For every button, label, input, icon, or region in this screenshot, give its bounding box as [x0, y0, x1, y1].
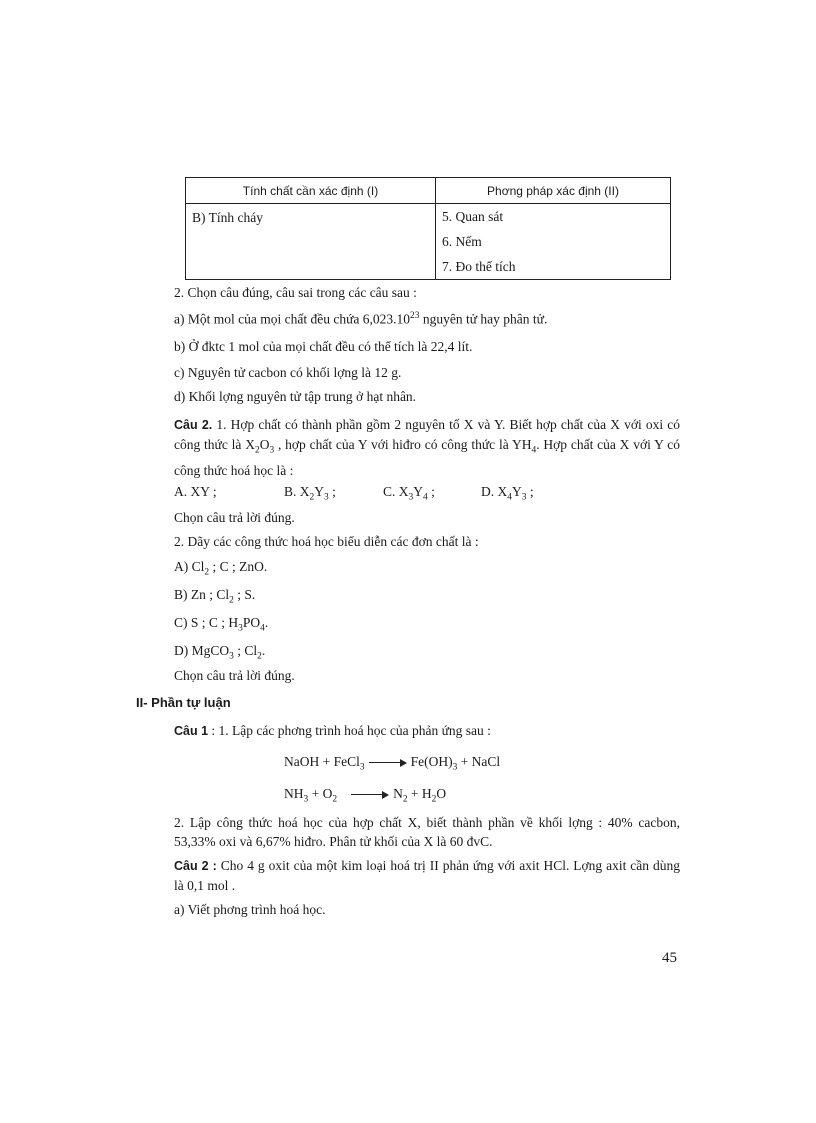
- reaction-arrow-icon: [351, 791, 389, 799]
- subscript: 3: [452, 762, 458, 773]
- reaction-arrow-icon: [369, 759, 407, 767]
- essay-q2: [174, 856, 680, 895]
- choose-instruction-2: Chọn câu trả lời đúng.: [174, 668, 295, 683]
- essay-q2-text: Cho 4 g oxit của một kim loại hoá trị II phản ứng với axit HCl. Lợng axit cần dùng là 0,1 mol .: [174, 858, 680, 893]
- statement-c: c) Nguyên tử cacbon có khối lợng là 12 g.: [174, 365, 402, 380]
- method-item: 5. Quan sát: [442, 209, 504, 224]
- opt-text: C. X: [383, 484, 409, 499]
- table-header-row: [186, 178, 671, 204]
- statement-b: b) Ở đktc 1 mol của mọi chất đều có thể tích là 22,4 lít.: [174, 339, 473, 354]
- q2-text: . Hợp chất của X với Y có công thức hoá học là :: [174, 437, 680, 478]
- subscript: 3: [521, 492, 527, 503]
- choice-text: ; C ; ZnO.: [209, 559, 268, 574]
- option-a: A. XY ;: [174, 484, 217, 499]
- choice-A: [174, 559, 267, 578]
- essay-q1-intro: [174, 723, 491, 739]
- choice-text: .: [261, 643, 266, 658]
- eq-text: + O: [308, 786, 333, 801]
- table-header-col1: Tính chất cần xác định (I): [186, 178, 436, 204]
- subscript: 4: [260, 623, 265, 634]
- subscript: 3: [408, 492, 414, 503]
- essay-q1-text: : 1. Lập các phơng trình hoá học của phản ứng sau :: [208, 723, 491, 738]
- subscript: 2: [229, 595, 234, 606]
- subscript: 2: [402, 794, 408, 805]
- choice-C: [174, 615, 268, 634]
- statement-a-end: nguyên tử hay phân tử.: [419, 311, 548, 327]
- subscript: 3: [269, 445, 275, 456]
- opt-text: Y: [314, 484, 324, 499]
- choice-text: C) S ; C ; H: [174, 615, 239, 630]
- subscript: 3: [229, 651, 234, 662]
- choice-text: D) MgCO: [174, 643, 230, 658]
- choice-text: ; S.: [233, 587, 256, 602]
- eq-text: N: [393, 786, 403, 801]
- page-number: 45: [662, 950, 677, 966]
- equation-1: [284, 754, 500, 773]
- opt-text: Y: [413, 484, 423, 499]
- eq-text: NH: [284, 786, 304, 801]
- essay-q2-a: a) Viết phơng trình hoá học.: [174, 902, 326, 917]
- q2-text: O: [259, 437, 270, 452]
- subscript: 3: [303, 794, 309, 805]
- statement-a-text: a) Một mol của mọi chất đều chứa 6,023.10: [174, 311, 411, 327]
- subscript: 2: [204, 567, 210, 578]
- subscript: 2: [257, 651, 262, 662]
- q2-part2-intro: 2. Dãy các công thức hoá học biểu diễn các đơn chất là :: [174, 534, 479, 549]
- opt-text: Y: [511, 484, 522, 499]
- properties-table: [185, 177, 671, 280]
- choice-D: [174, 643, 265, 662]
- option-b: [284, 484, 336, 503]
- subscript: 2: [332, 794, 338, 805]
- choice-text: PO: [242, 615, 261, 630]
- method-item: 7. Đo thể tích: [442, 259, 516, 274]
- choice-text: A) Cl: [174, 559, 205, 574]
- exponent: 23: [410, 311, 420, 321]
- subscript: 4: [422, 492, 428, 503]
- table-header-col2: Phơng pháp xác định (II): [436, 178, 671, 204]
- option-c: [383, 484, 435, 503]
- subscript: 3: [238, 623, 243, 634]
- choice-text: .: [264, 615, 269, 630]
- question-label: Câu 1: [174, 724, 209, 738]
- subscript: 4: [531, 445, 537, 456]
- option-d: [481, 484, 534, 503]
- subscript: 3: [323, 492, 329, 503]
- opt-text: B. X: [284, 484, 310, 499]
- question-label: Câu 2.: [174, 418, 213, 432]
- eq-text: O: [436, 786, 447, 801]
- opt-text: ;: [526, 484, 534, 499]
- question-2-stem: [174, 415, 680, 480]
- equation-2: [284, 786, 446, 805]
- eq-text: + NaCl: [457, 754, 501, 769]
- opt-text: ;: [328, 484, 336, 499]
- choice-text: ; Cl: [233, 643, 258, 658]
- q2-text: , hợp chất của Y với hiđro có công thức là YH: [274, 437, 532, 452]
- essay-q1-part2: 2. Lập công thức hoá học của hợp chất X, biết thành phần về khối lợng : 40% cacbon, 53,33% oxi và 6,67% hiđro. Phân tử khối của X là 60 đvC.: [174, 815, 680, 849]
- subscript: 4: [507, 492, 512, 503]
- choice-text: B) Zn ; Cl: [174, 587, 230, 602]
- q1-part2-intro: 2. Chọn câu đúng, câu sai trong các câu sau :: [174, 285, 417, 300]
- statement-a: [174, 311, 547, 328]
- choose-instruction: Chọn câu trả lời đúng.: [174, 510, 295, 525]
- table-cell-property: B) Tính cháy: [186, 204, 436, 280]
- table-row: [186, 204, 671, 280]
- section-heading: II- Phần tự luận: [136, 695, 231, 710]
- question-label: Câu 2 :: [174, 859, 217, 873]
- eq-text: Fe(OH): [410, 754, 453, 769]
- choice-B: [174, 587, 255, 606]
- subscript: 2: [431, 794, 437, 805]
- method-item: 6. Nếm: [442, 234, 482, 249]
- opt-text: ;: [427, 484, 435, 499]
- table-cell-methods: [436, 204, 671, 280]
- subscript: 2: [309, 492, 315, 503]
- eq-text: + H: [407, 786, 432, 801]
- opt-text: D. X: [481, 484, 508, 499]
- subscript: 3: [359, 762, 365, 773]
- q2-text: 1. Hợp chất có thành phần gồm 2 nguyên tố X và Y. Biết hợp chất của X với oxi có công thức là X: [174, 417, 680, 452]
- statement-d: d) Khối lợng nguyên tử tập trung ở hạt nhân.: [174, 389, 417, 404]
- subscript: 2: [254, 445, 260, 456]
- eq-text: NaOH + FeCl: [284, 754, 360, 769]
